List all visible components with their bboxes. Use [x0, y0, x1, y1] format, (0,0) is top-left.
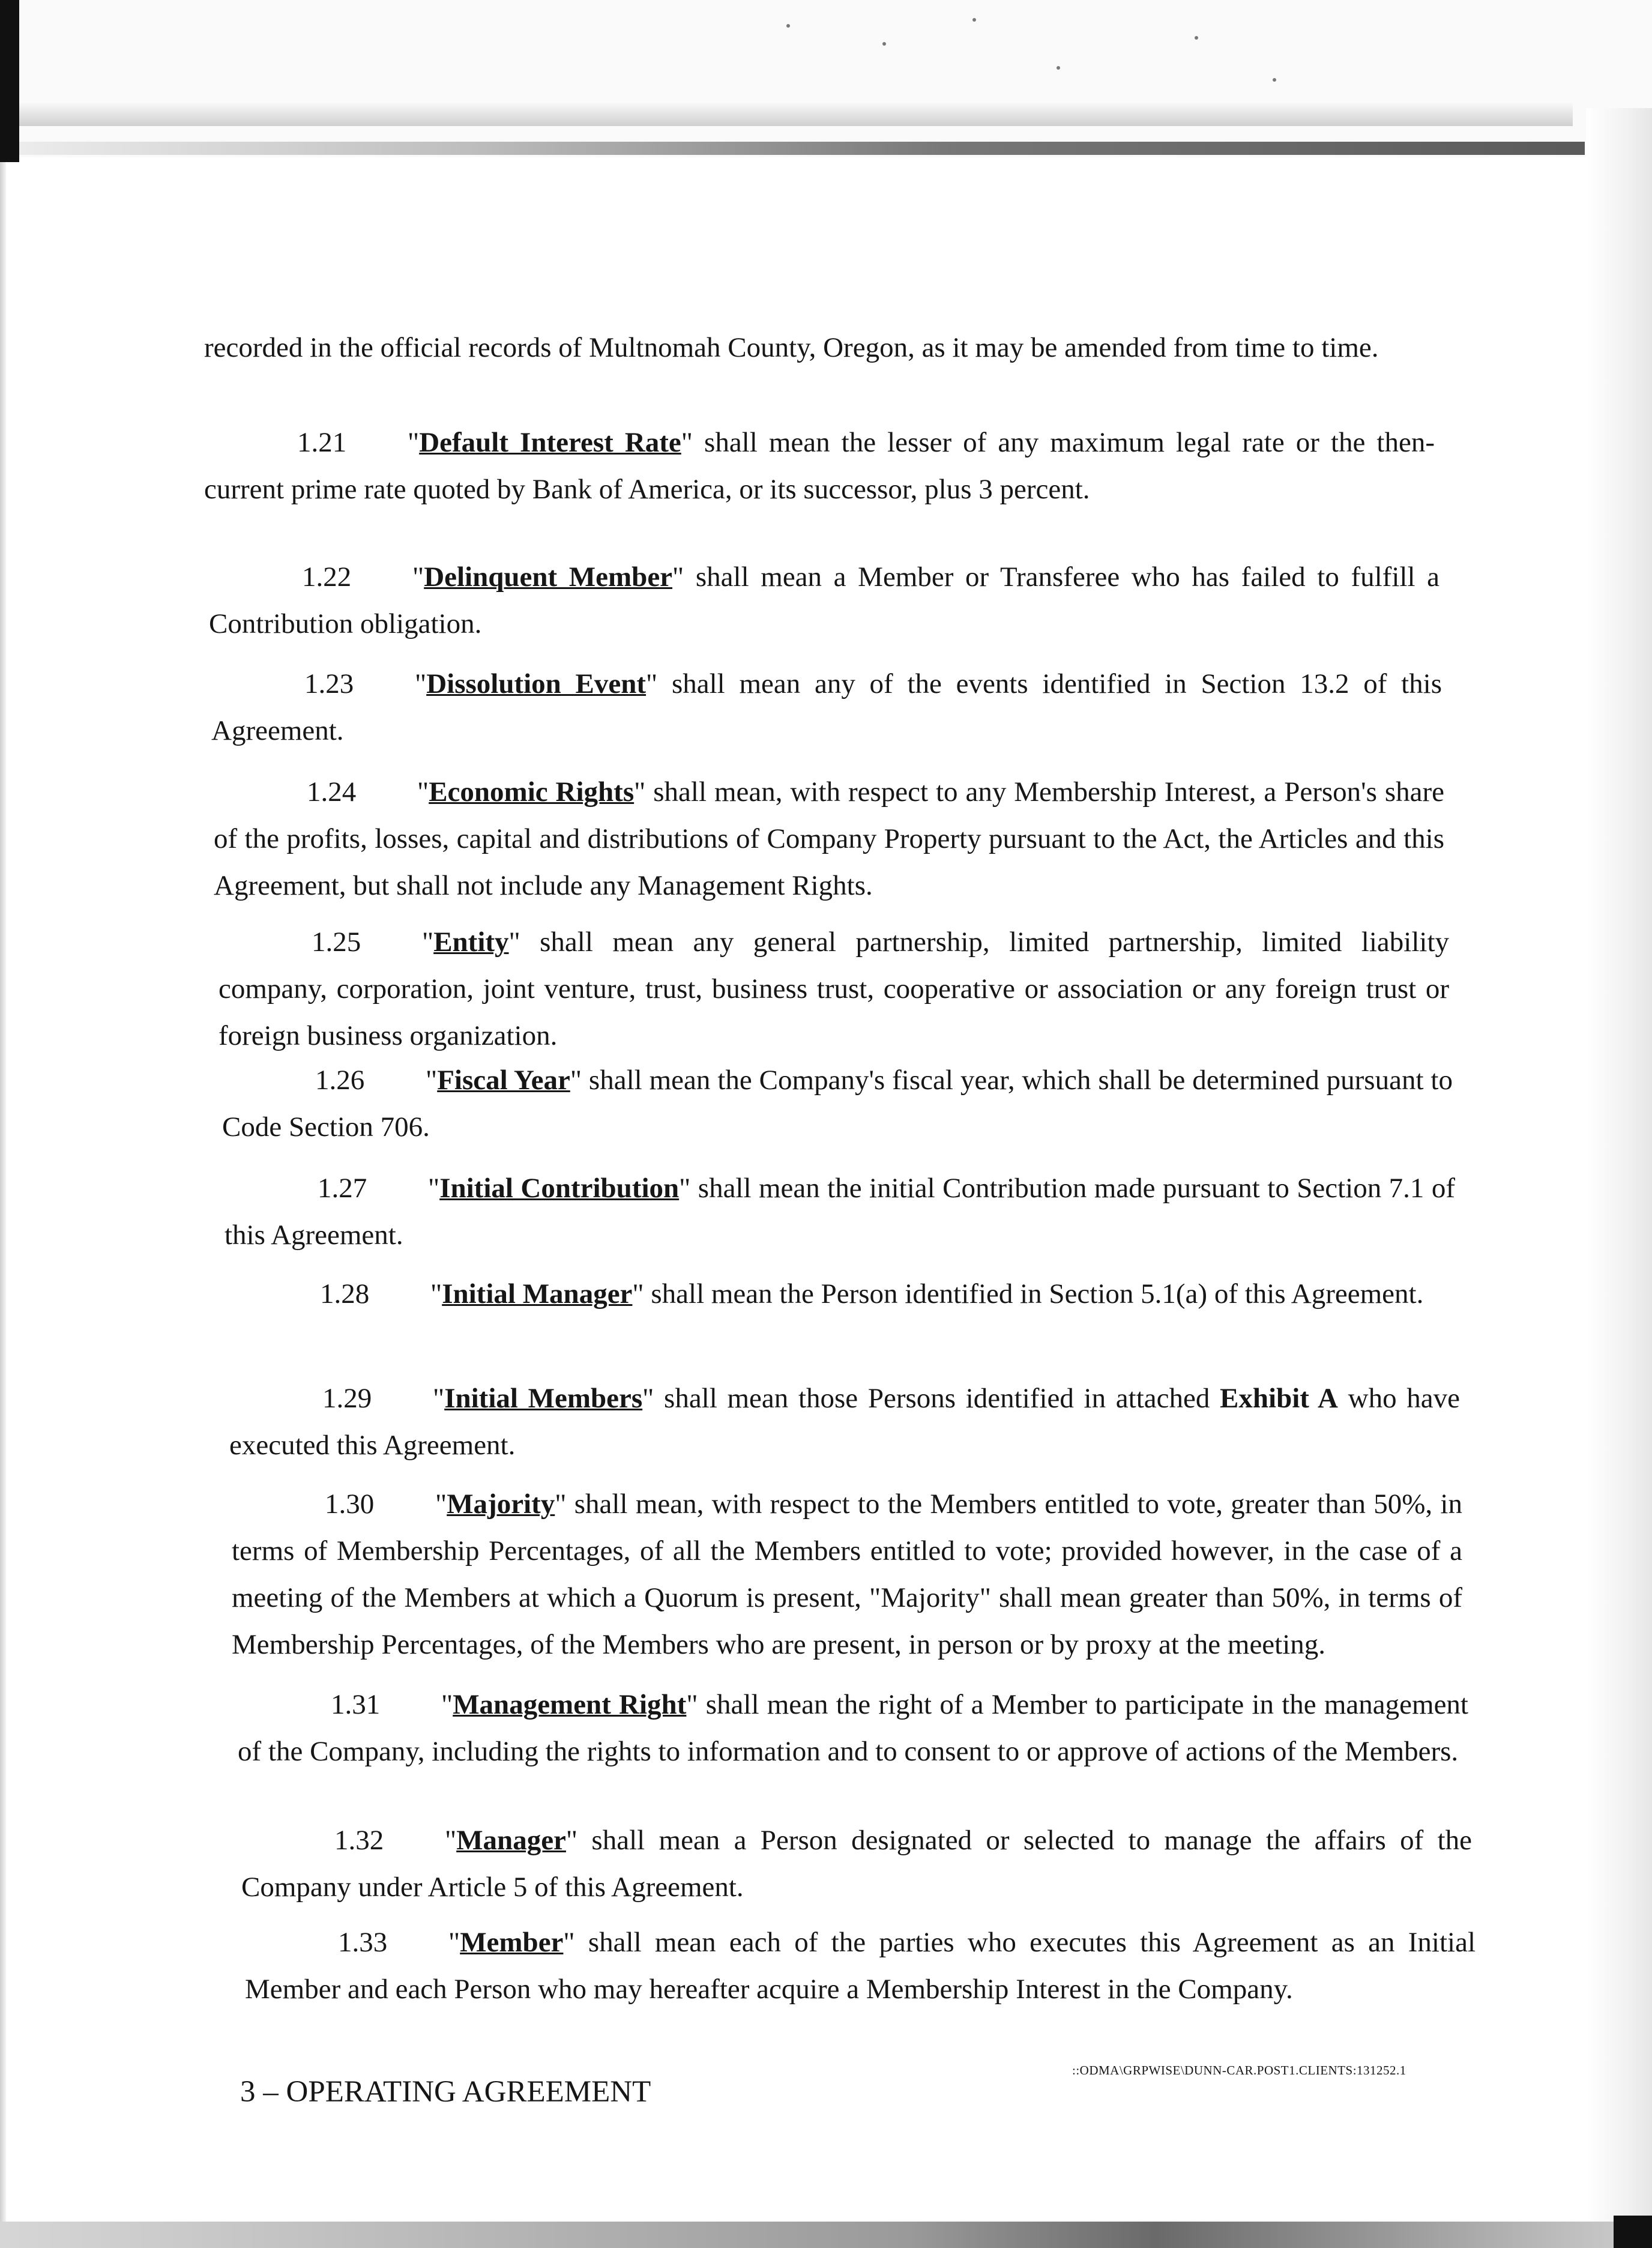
definition-1-33: 1.33 "Member" shall mean each of the parties who executes this Agreement as an Initial Member and each Person who may hereafter acquire a Membership Interest in the Company. — [245, 1919, 1476, 2013]
definition-number: 1.28 — [320, 1278, 370, 1310]
definition-1-28: 1.28 "Initial Manager" shall mean the Person identified in Section 5.1(a) of this Agreement. — [227, 1271, 1458, 1317]
scan-bottom-band — [0, 2222, 1652, 2248]
definition-1-27: 1.27 "Initial Contribution" shall mean the initial Contribution made pursuant to Section 7.1 of this Agreement. — [225, 1165, 1455, 1258]
footer-document-id: ::ODMA\GRPWISE\DUNN-CAR.POST1.CLIENTS:131252.1 — [1072, 2063, 1406, 2077]
definition-number: 1.31 — [331, 1689, 381, 1720]
definition-number: 1.30 — [325, 1488, 375, 1520]
definition-1-26: 1.26 "Fiscal Year" shall mean the Company's fiscal year, which shall be determined pursuant to Code Section 706. — [222, 1057, 1453, 1150]
scan-speck — [972, 18, 976, 22]
definition-text: shall mean the initial Contribution made pursuant to Section 7.1 of this Agreement. — [225, 1173, 1455, 1251]
definition-term: Member — [460, 1927, 564, 1958]
definition-term: Delinquent Member — [424, 561, 673, 593]
definition-text: shall mean the lesser of any maximum legal rate or the then-current prime rate quoted by Bank of America, or its successor, plus 3 percent. — [204, 427, 1435, 505]
definition-term: Initial Contribution — [439, 1173, 680, 1204]
definition-term: Management Right — [453, 1689, 687, 1720]
definition-text: shall mean the right of a Member to participate in the management of the Company, including the rights to information and to consent to or approve of actions of the Members. — [238, 1689, 1468, 1767]
definition-term: Initial Members — [444, 1383, 643, 1414]
definition-text: shall mean each of the parties who executes this Agreement as an Initial Member and each Person who may hereafter acquire a Membership Interest in the Company. — [245, 1927, 1476, 2005]
definition-term: Initial Manager — [442, 1278, 633, 1310]
definition-text: shall mean the Company's fiscal year, which shall be determined pursuant to Code Section 706. — [222, 1065, 1453, 1143]
definition-number: 1.22 — [302, 561, 352, 593]
definition-1-24: 1.24 "Economic Rights" shall mean, with respect to any Membership Interest, a Person's share of the profits, losses, capital and distributions of Company Property pursuant to the Act, the Articles and this Agreement, but shall not include any Management Rights. — [214, 769, 1444, 909]
definition-number: 1.21 — [297, 427, 347, 458]
intro-paragraph — [204, 324, 1429, 371]
intro-text: recorded in the official records of Multnomah County, Oregon, as it may be amended from time to time. — [204, 332, 1379, 363]
definition-text-continued: who have executed this Agreement. — [229, 1383, 1460, 1461]
definition-1-29: 1.29 "Initial Members" shall mean those Persons identified in attached Exhibit A who have executed this Agreement. — [229, 1375, 1460, 1469]
scan-right-edge — [1586, 108, 1652, 2248]
scan-top-margin — [0, 0, 1652, 157]
definition-text: shall mean, with respect to any Membership Interest, a Person's share of the profits, losses, capital and distributions of Company Property pursuant to the Act, the Articles and this Agreement, but shall not include any Management Rights. — [214, 776, 1445, 901]
definition-number: 1.24 — [307, 776, 357, 808]
definition-number: 1.27 — [318, 1173, 367, 1204]
scan-shadow — [0, 102, 1573, 126]
definition-text: shall mean those Persons identified in attached — [654, 1383, 1220, 1414]
definition-number: 1.29 — [322, 1383, 372, 1414]
definition-number: 1.33 — [338, 1927, 388, 1958]
scan-speck — [786, 24, 790, 28]
definition-number: 1.26 — [315, 1065, 365, 1096]
definition-text: shall mean, with respect to the Members entitled to vote, greater than 50%, in terms of Membership Percentages, of all the Members entitled to vote; provided however, in the case of a meeting of the Members at which a Quorum is present, "Majority" shall mean greater than 50%, in terms of Membership Percentages, of the Members who are present, in person or by proxy at the meeting. — [232, 1488, 1462, 1660]
definition-term: Fiscal Year — [437, 1065, 570, 1096]
exhibit-reference: Exhibit A — [1220, 1383, 1338, 1414]
scan-left-edge-lower — [0, 162, 6, 2248]
definition-term: Entity — [433, 926, 509, 958]
scan-top-band — [0, 142, 1585, 155]
definition-1-31: 1.31 "Management Right" shall mean the right of a Member to participate in the management of the Company, including the rights to information and to consent to or approve of actions of the Members. — [238, 1681, 1468, 1775]
scan-speck — [882, 42, 886, 46]
definition-text: shall mean the Person identified in Section 5.1(a) of this Agreement. — [644, 1278, 1424, 1310]
definition-text: shall mean any general partnership, limited partnership, limited liability company, corporation, joint venture, trust, business trust, cooperative or association or any foreign trust or foreign business organization. — [219, 926, 1449, 1051]
definition-term: Manager — [456, 1825, 566, 1856]
footer-page-title: 3 – OPERATING AGREEMENT — [240, 2075, 651, 2109]
definition-1-25: 1.25 "Entity" shall mean any general partnership, limited partnership, limited liability company, corporation, joint venture, trust, business trust, cooperative or association or any foreign trust or foreign business organization. — [219, 919, 1449, 1059]
definition-number: 1.23 — [304, 668, 354, 699]
scan-speck — [1057, 66, 1060, 70]
definition-term: Dissolution Event — [426, 668, 647, 699]
scan-speck — [1195, 36, 1198, 40]
definition-term: Majority — [447, 1488, 555, 1520]
scan-speck — [1273, 78, 1276, 82]
definition-1-32: 1.32 "Manager" shall mean a Person designated or selected to manage the affairs of the Company under Article 5 of this Agreement. — [241, 1817, 1472, 1911]
definition-number: 1.32 — [334, 1825, 384, 1856]
definition-term: Economic Rights — [429, 776, 635, 808]
scan-bottom-mark — [1614, 2216, 1652, 2248]
definition-number: 1.25 — [312, 926, 361, 958]
definition-1-23: 1.23 "Dissolution Event" shall mean any of the events identified in Section 13.2 of this Agreement. — [211, 660, 1442, 754]
definition-text: shall mean a Member or Transferee who has failed to fulfill a Contribution obligation. — [209, 561, 1439, 639]
definition-1-22: 1.22 "Delinquent Member" shall mean a Member or Transferee who has failed to fulfill a Contribution obligation. — [209, 554, 1439, 647]
scan-left-edge — [0, 0, 19, 162]
definition-text: shall mean any of the events identified in Section 13.2 of this Agreement. — [211, 668, 1442, 746]
definition-term: Default Interest Rate — [419, 427, 681, 458]
definition-1-30: 1.30 "Majority" shall mean, with respect to the Members entitled to vote, greater than 50%, in terms of Membership Percentages, of all the Members entitled to vote; provided however, in the case of a meeting of the Members at which a Quorum is present, "Majority" shall mean greater than 50%, in terms of Membership Percentages, of the Members who are present, in person or by proxy at the meeting. — [232, 1481, 1462, 1668]
definition-text: shall mean a Person designated or selected to manage the affairs of the Company under Article 5 of this Agreement. — [241, 1825, 1472, 1903]
definition-1-21: 1.21 "Default Interest Rate" shall mean the lesser of any maximum legal rate or the then-current prime rate quoted by Bank of America, or its successor, plus 3 percent. — [204, 419, 1435, 513]
